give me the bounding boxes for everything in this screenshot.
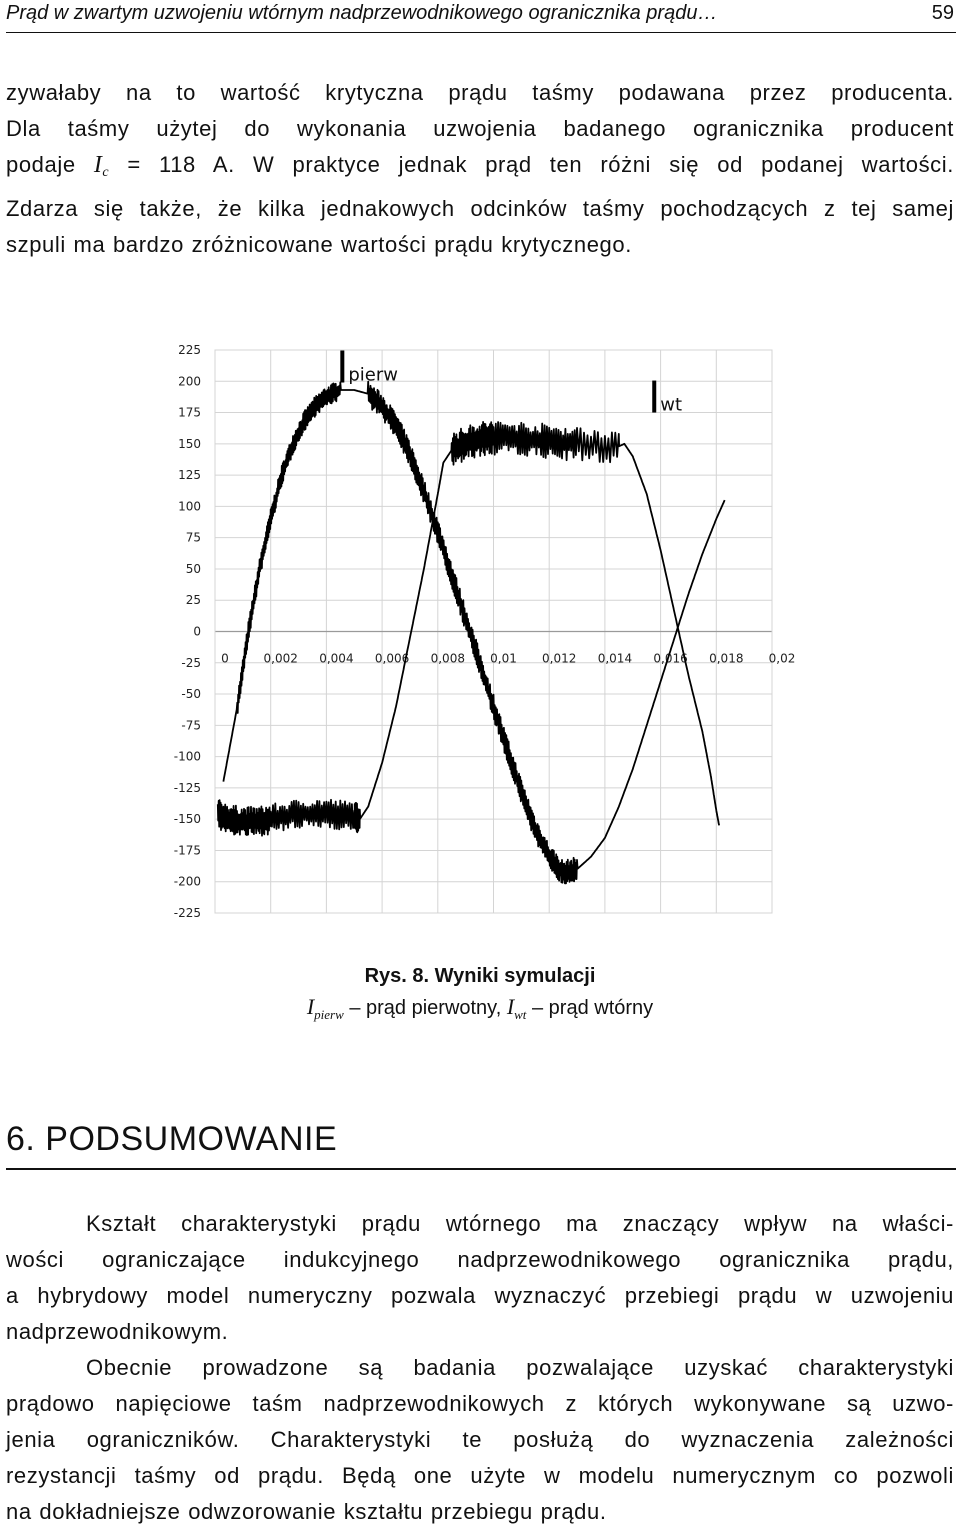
y-tick-label: 25 — [185, 593, 201, 608]
y-tick-label: -200 — [173, 874, 201, 889]
chart-annotations — [340, 351, 682, 416]
symbol-sub: c — [102, 165, 110, 180]
x-tick-label: 0,016 — [653, 651, 688, 666]
x-tick-label: 0,004 — [319, 651, 354, 666]
annotation-bar — [652, 381, 656, 413]
intro-text: = 118 A. W praktyce jednak prąd ten różni się od podanej wartości. — [109, 152, 954, 177]
chart-series — [218, 382, 725, 884]
summary-line: jenia ograniczników. Charakterystyki te posłużą do wyznaczenia zależności — [6, 1427, 954, 1452]
symbol-i: I — [93, 152, 103, 178]
annotation-label: wt — [660, 394, 683, 416]
caption-subscript: wt — [514, 1007, 527, 1022]
summary-line: prądowo napięciowe taśm nadprzewodnikowych z których wykonywane są uzwo- — [6, 1391, 954, 1416]
y-tick-label: 200 — [178, 374, 201, 389]
x-tick-label: 0 — [221, 651, 229, 666]
x-tick-label: 0,006 — [374, 651, 410, 666]
summary-line: wości ograniczające indukcyjnego nadprzewodnikowego ogranicznika prądu, — [6, 1247, 954, 1272]
summary-paragraph-1 — [6, 1206, 954, 1350]
y-tick-label: -150 — [173, 812, 201, 827]
running-title: Prąd w zwartym uzwojeniu wtórnym nadprzewodnikowego ogranicznika prądu… — [6, 2, 718, 24]
y-tick-label: 175 — [178, 405, 201, 420]
y-tick-label: 100 — [178, 499, 201, 514]
x-tick-label: 0,014 — [597, 651, 633, 666]
y-tick-labels — [174, 343, 201, 920]
summary-line: nadprzewodnikowym. — [6, 1319, 229, 1344]
intro-line: zywałaby na to wartość krytyczna prądu taśmy podawana przez producenta. — [6, 80, 954, 105]
caption-text: – prąd wtórny — [526, 997, 654, 1019]
caption-symbol: I — [506, 994, 515, 1019]
x-tick-label: 0,002 — [263, 651, 298, 666]
y-tick-label: 125 — [178, 468, 201, 483]
summary-line: Obecnie prowadzone są badania pozwalające uzyskać charakterystyki — [86, 1355, 954, 1380]
y-tick-label: 225 — [178, 343, 201, 357]
y-tick-label: -50 — [181, 687, 201, 702]
x-tick-label: 0,02 — [768, 651, 796, 666]
annotation-bar — [340, 351, 344, 383]
intro-paragraph — [6, 75, 954, 263]
y-tick-label: -225 — [173, 906, 201, 920]
y-tick-label: 0 — [193, 624, 201, 639]
page-number: 59 — [931, 2, 954, 24]
caption-text: – prąd pierwotny, — [343, 997, 507, 1019]
caption-symbol: I — [306, 994, 315, 1019]
section-heading: 6. PODSUMOWANIE — [6, 1120, 956, 1170]
y-tick-label: 50 — [185, 561, 201, 576]
summary-line: Kształt charakterystyki prądu wtórnego ma znaczący wpływ na właści- — [86, 1211, 954, 1236]
annotation-label: pierw — [348, 364, 398, 386]
simulation-chart — [160, 338, 800, 928]
summary-line: na dokładniejsze odwzorowanie kształtu przebiegu prądu. — [6, 1499, 607, 1524]
figure-caption-title: Rys. 8. Wyniki symulacji — [364, 965, 596, 987]
y-tick-label: -175 — [173, 843, 201, 858]
running-header — [6, 0, 956, 33]
y-tick-label: -100 — [173, 749, 201, 764]
x-tick-label: 0,01 — [490, 651, 517, 666]
figure-caption-legend — [0, 994, 960, 1023]
summary-paragraph-2 — [6, 1350, 954, 1530]
intro-line: Dla taśmy użytej do wykonania uzwojenia badanego ogranicznika producent — [6, 116, 954, 141]
y-tick-label: -75 — [181, 718, 201, 733]
intro-line — [6, 147, 954, 191]
caption-subscript: pierw — [314, 1007, 344, 1022]
summary-line: a hybrydowy model numeryczny pozwala wyznaczyć przebiegi prądu w uzwojeniu — [6, 1283, 954, 1308]
intro-line: Zdarza się także, że kilka jednakowych odcinków taśmy pochodzących z tej samej — [6, 196, 954, 221]
intro-line: szpuli ma bardzo zróżnicowane wartości prądu krytycznego. — [6, 232, 632, 257]
summary-line: rezystancji taśmy od prądu. Będą one użyte w modelu numerycznym co pozwoli — [6, 1463, 954, 1488]
intro-text: podaje — [6, 152, 94, 177]
y-tick-label: 75 — [185, 530, 201, 545]
x-tick-label: 0,008 — [430, 651, 465, 666]
y-tick-label: -25 — [181, 655, 201, 670]
y-tick-label: -125 — [173, 780, 201, 795]
x-tick-label: 0,012 — [542, 651, 577, 666]
y-tick-label: 150 — [178, 436, 201, 451]
x-tick-label: 0,018 — [709, 651, 744, 666]
x-tick-labels — [221, 652, 795, 666]
